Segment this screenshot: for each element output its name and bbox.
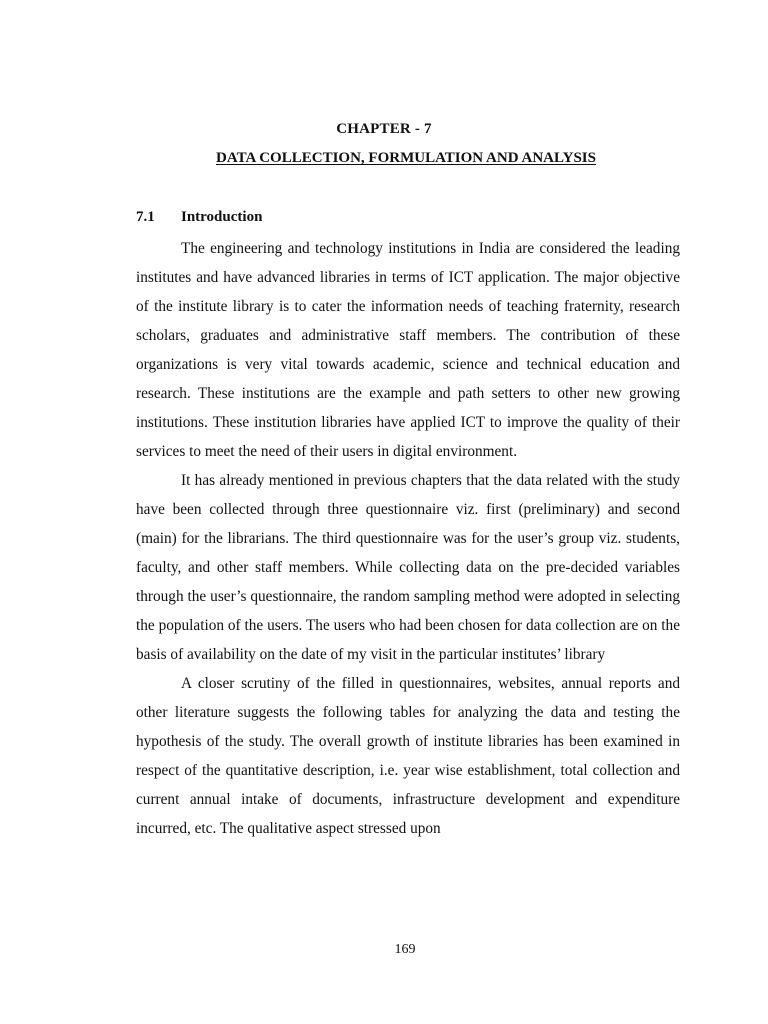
chapter-label: CHAPTER - 7 (336, 121, 432, 137)
page-number: 169 (394, 942, 416, 957)
section-number: 7.1 (136, 209, 155, 225)
paragraph: It has already mentioned in previous chapters that the data related with the study have been collected through three questionnaire viz. first (preliminary) and second (main) for the librarians. The third questionnaire was for the user’s group viz. students, faculty, and other staff members. While collecting data on the pre-decided variables through the user’s questionnaire, the random sampling method were adopted in selecting the population of the users. The users who had been chosen for data collection are on the basis of availability on the date of my visit in the particular institutes’ library (136, 472, 680, 663)
paragraph: A closer scrutiny of the filled in questionnaires, websites, annual reports and other literature suggests the following tables for analyzing the data and testing the hypothesis of the study. The overall growth of institute libraries has been examined in respect of the quantitative description, i.e. year wise establishment, total collection and current annual intake of documents, infrastructure development and expenditure incurred, etc. The qualitative aspect stressed upon (136, 675, 680, 837)
section-heading (136, 209, 262, 226)
chapter-title-text: DATA COLLECTION, FORMULATION AND ANALYSIS (216, 150, 596, 166)
chapter-title (0, 150, 768, 167)
paragraph: The engineering and technology institutions in India are considered the leading institutes and have advanced libraries in terms of ICT application. The major objective of the institute library is to cater the information needs of teaching fraternity, research scholars, graduates and administrative staff members. The contribution of these organizations is very vital towards academic, science and technical education and research. These institutions are the example and path setters to other new growing institutions. These institution libraries have applied ICT to improve the quality of their services to meet the need of their users in digital environment. (136, 240, 680, 460)
body-text (136, 234, 680, 843)
section-title: Introduction (181, 209, 263, 225)
